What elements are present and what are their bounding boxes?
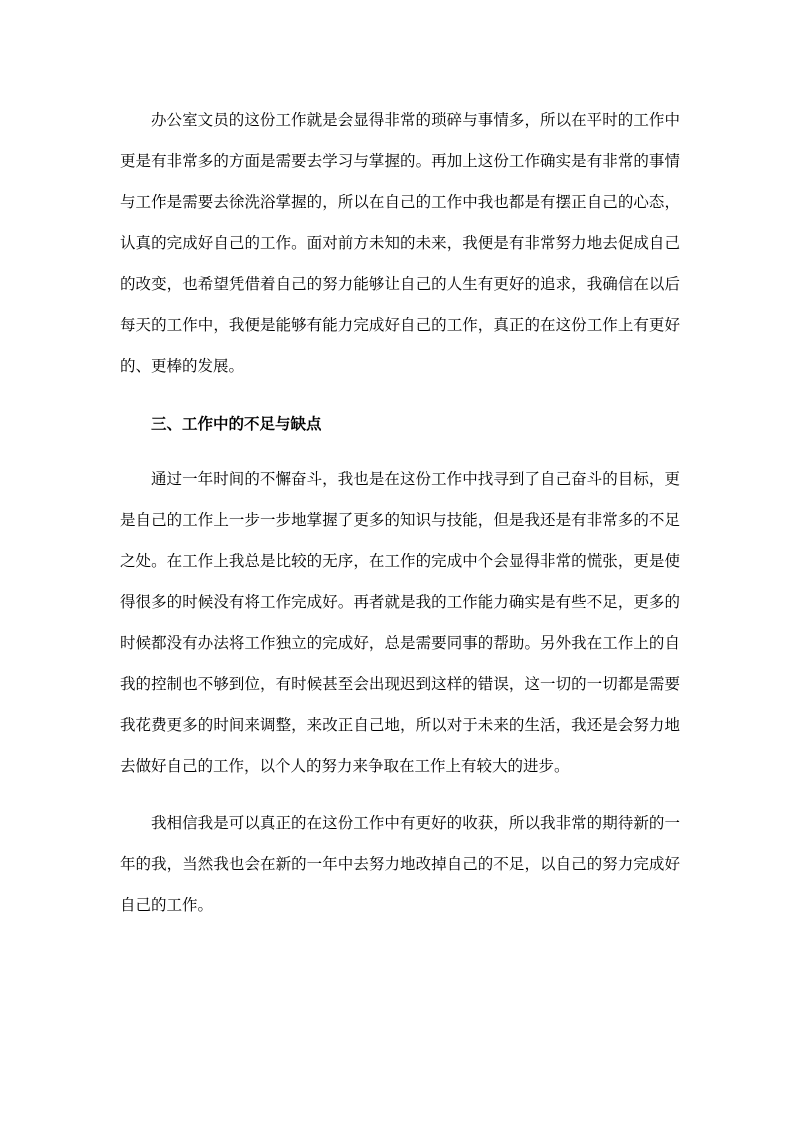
- paragraph-shortcomings: 通过一年时间的不懈奋斗，我也是在这份工作中找寻到了自己奋斗的目标，更是自己的工作上一步一步地掌握了更多的知识与技能，但是我还是有非常多的不足之处。在工作上我总是比较的无序，在工作的完成中个会显得非常的慌张，更是使得很多的时候没有将工作完成好。再者就是我的工作能力确实是有些不足，更多的时候都没有办法将工作独立的完成好，总是需要同事的帮助。另外我在工作上的自我的控制也不够到位，有时候甚至会出现迟到这样的错误，这一切的一切都是需要我花费更多的时间来调整，来改正自己地，所以对于未来的生活，我还是会努力地去做好自己的工作，以个人的努力来争取在工作上有较大的进步。: [120, 470, 680, 775]
- document-body: [120, 100, 680, 926]
- paragraph-work-reflection: 办公室文员的这份工作就是会显得非常的琐碎与事情多，所以在平时的工作中更是有非常多的方面是需要去学习与掌握的。再加上这份工作确实是有非常的事情与工作是需要去徐洗浴掌握的，所以在自己的工作中我也都是有摆正自己的心态，认真的完成好自己的工作。面对前方未知的未来，我便是有非常努力地去促成自己的改变，也希望凭借着自己的努力能够让自己的人生有更好的追求，我确信在以后每天的工作中，我便是能够有能力完成好自己的工作，真正的在这份工作上有更好的、更棒的发展。: [120, 111, 680, 375]
- section-heading-shortcomings: 三、工作中的不足与缺点: [151, 415, 322, 433]
- paragraph-outlook: 我相信我是可以真正的在这份工作中有更好的收获，所以我非常的期待新的一年的我，当然我也会在新的一年中去努力地改掉自己的不足，以自己的努力完成好自己的工作。: [120, 814, 680, 914]
